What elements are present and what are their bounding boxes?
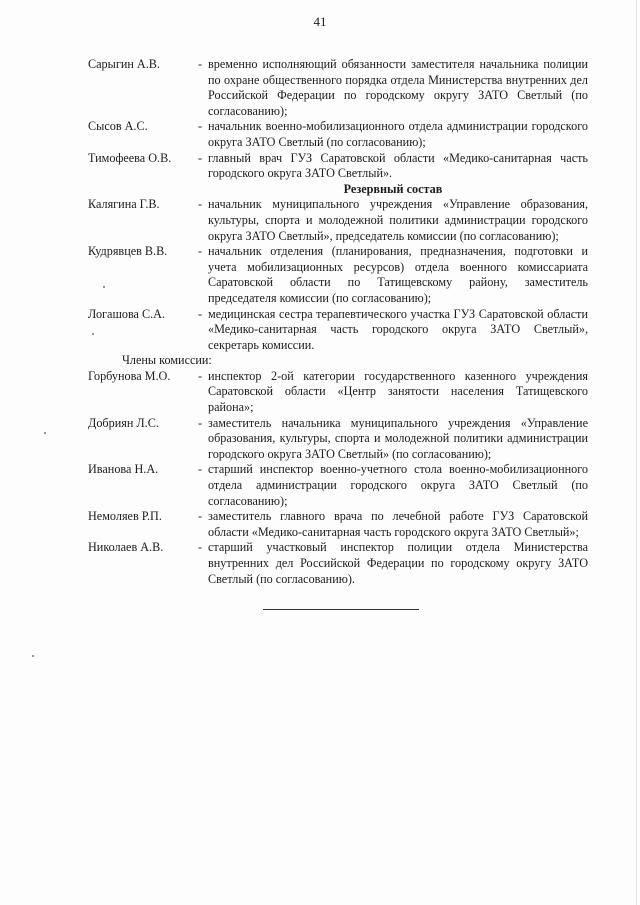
entry-name: Горбунова М.О. [88,368,171,383]
entry-dash: - [198,415,203,430]
entry-name: Николаев А.В. [88,540,164,555]
commission-list [88,57,588,587]
entry-description: заместитель начальника муниципального учреждения «Управление образования, культуры, спорта и молодежной политики администрации городского округа ЗАТО Светлый» (по согласованию); [208,415,588,461]
entry-dash: - [198,57,203,71]
entry-dash: - [198,119,203,134]
entry-description: начальник отделения (планирования, предназначения, подготовки и учета мобилизационных ресурсов) отдела военного комиссариата Саратовской области по Татищевскому району, заместитель председателя комиссии (по согласованию); [208,244,588,305]
closing-rule [263,609,419,610]
list-entry [88,244,588,306]
entry-description: заместитель главного врача по лечебной работе ГУЗ Саратовской области «Медико-санитарная часть городского округа ЗАТО Светлый»; [208,509,588,539]
entry-dash: - [198,197,203,212]
entry-description: инспектор 2-ой категории государственного казенного учреждения Саратовской области «Центр занятости населения Татищевского района»; [208,368,588,415]
list-entry [88,540,588,587]
entry-description: старший участковый инспектор полиции отдела Министерства внутренних дел Российской Федерации по городскому округу ЗАТО Светлый (по согласованию). [208,540,588,586]
entry-name: Сарыгин А.В. [88,57,160,71]
list-entry [88,119,588,150]
scan-speck [92,333,94,335]
reserve-heading: Резервный состав [343,181,443,196]
entry-dash: - [198,540,203,555]
entry-name: Логашова С.А. [88,306,166,321]
scan-speck [32,655,34,657]
entry-dash: - [198,462,203,477]
list-entry [88,307,588,354]
entry-description: временно исполняющий обязанности заместителя начальника полиции по охране общественного порядка отдела Министерства внутренних дел Российской Федерации по городскому округу ЗАТО Светлый (по согласованию); [208,57,588,118]
entry-dash: - [198,306,203,321]
entry-name: Тимофеева О.В. [88,150,172,165]
entry-description: начальник военно-мобилизационного отдела администрации городского округа ЗАТО Светлый (по согласованию); [208,119,588,149]
list-entry [88,369,588,416]
entry-dash: - [198,150,203,165]
entry-name: Сысов А.С. [88,119,148,134]
scan-edge [636,0,637,905]
entry-description: медицинская сестра терапевтического участка ГУЗ Саратовской области «Медико-санитарная часть городского округа ЗАТО Светлый», секретарь комиссии. [208,306,588,352]
entry-name: Кудрявцев В.В. [88,244,168,259]
list-entry [88,509,588,540]
list-entry [88,197,588,244]
entry-dash: - [198,509,203,524]
entry-name: Иванова Н.А. [88,462,159,477]
scan-speck [44,432,46,434]
page-number: 41 [313,14,327,29]
list-entry [88,57,588,119]
members-label: Члены комиссии: [122,353,212,368]
entry-name: Добриян Л.С. [88,415,159,430]
list-entry [88,416,588,463]
entry-dash: - [198,244,203,259]
entry-name: Калягина Г.В. [88,197,160,212]
entry-description: старший инспектор военно-учетного стола военно-мобилизационного отдела администрации городского округа ЗАТО Светлый (по согласованию); [208,462,588,508]
list-entry [88,151,588,182]
scan-speck [103,286,105,288]
entry-description: главный врач ГУЗ Саратовской области «Медико-санитарная часть городского округа ЗАТО Светлый». [208,150,588,181]
entry-dash: - [198,368,203,383]
list-entry [88,462,588,509]
entry-description: начальник муниципального учреждения «Управление образования, культуры, спорта и молодежной политики администрации городского округа ЗАТО Светлый», председатель комиссии (по согласованию); [208,197,588,243]
entry-name: Немоляев Р.П. [88,509,162,524]
